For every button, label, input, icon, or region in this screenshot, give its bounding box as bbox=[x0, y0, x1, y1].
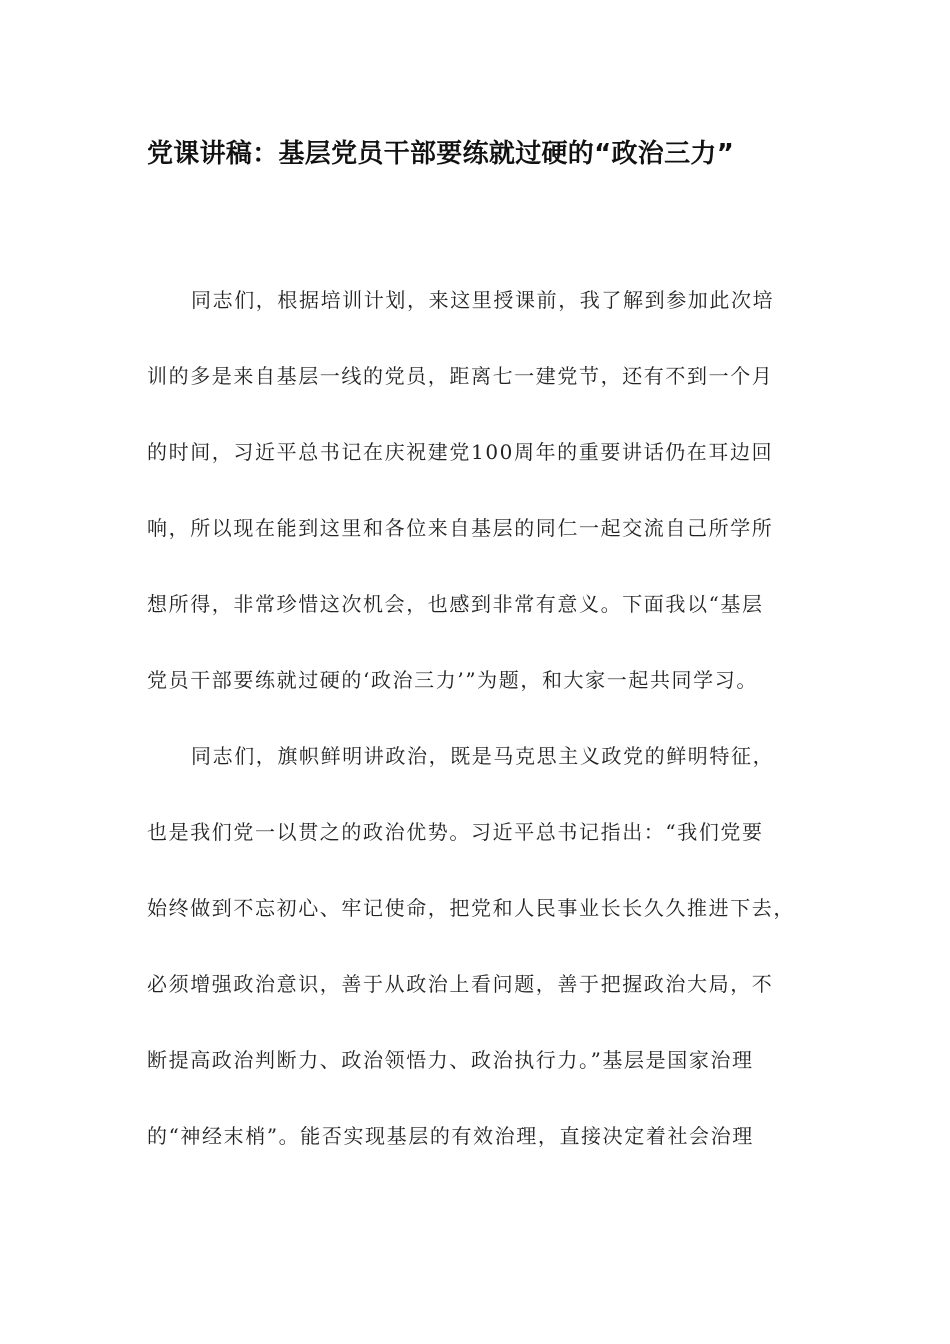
paragraph-line: 始终做到不忘初心、牢记使命，把党和人民事业长长久久推进下去， bbox=[147, 896, 795, 920]
paragraph-line: 的“神经末梢”。能否实现基层的有效治理，直接决定着社会治理 bbox=[147, 1124, 754, 1148]
paragraph-line: 同志们，根据培训计划，来这里授课前，我了解到参加此次培 bbox=[191, 288, 775, 312]
document-title: 党课讲稿：基层党员干部要练就过硬的“政治三力” bbox=[147, 139, 735, 169]
paragraph-line: 想所得，非常珍惜这次机会，也感到非常有意义。下面我以“基层 bbox=[147, 592, 764, 616]
paragraph-line: 断提高政治判断力、政治领悟力、政治执行力。”基层是国家治理 bbox=[147, 1048, 754, 1072]
paragraph-1 bbox=[147, 262, 807, 718]
paragraph-line: 响，所以现在能到这里和各位来自基层的同仁一起交流自己所学所 bbox=[147, 516, 774, 540]
paragraph-2 bbox=[147, 718, 807, 1174]
paragraph-line: 同志们，旗帜鲜明讲政治，既是马克思主义政党的鲜明特征， bbox=[191, 744, 775, 768]
paragraph-line: 必须增强政治意识，善于从政治上看问题，善于把握政治大局，不 bbox=[147, 972, 774, 996]
paragraph-line: 党员干部要练就过硬的‘政治三力’”为题，和大家一起共同学习。 bbox=[147, 668, 758, 692]
paragraph-line: 也是我们党一以贯之的政治优势。习近平总书记指出：“我们党要 bbox=[147, 820, 764, 844]
paragraph-line: 的时间，习近平总书记在庆祝建党100周年的重要讲话仍在耳边回 bbox=[147, 440, 774, 464]
paragraph-line: 训的多是来自基层一线的党员，距离七一建党节，还有不到一个月 bbox=[147, 364, 774, 388]
